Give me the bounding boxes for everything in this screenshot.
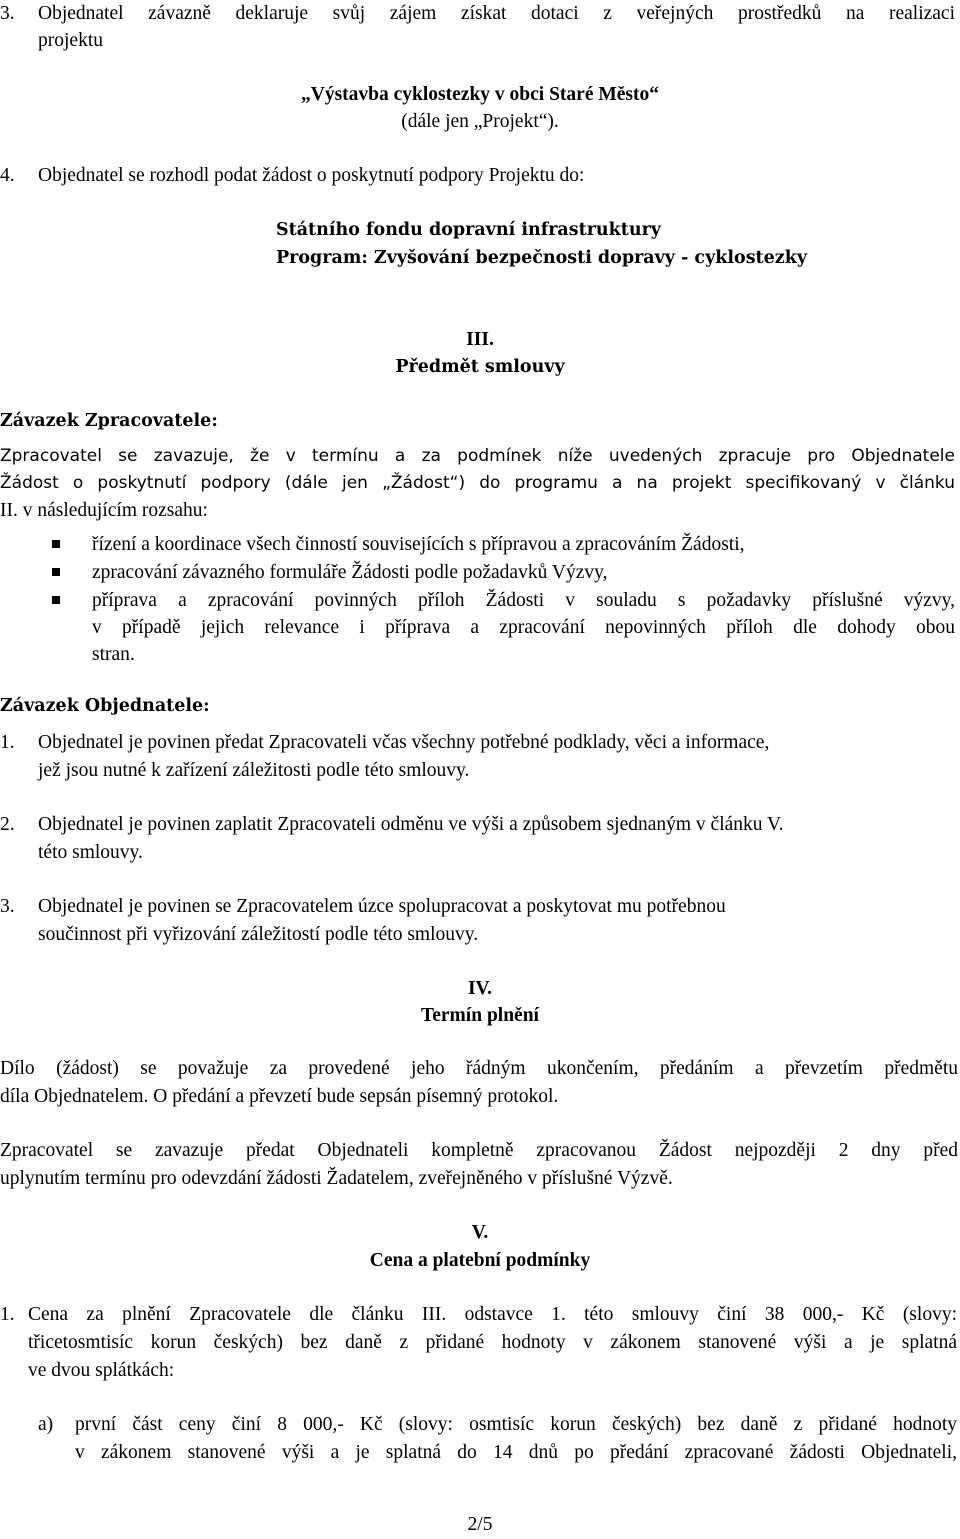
- article-title: Předmět smlouvy: [395, 357, 565, 377]
- paragraph-line: Zpracovatel se zavazuje předat Objednateli kompletně zpracovanou Žádost nejpozději 2 dny před: [0, 1140, 958, 1161]
- program-name: Program: Zvyšování bezpečnosti dopravy - cyklostezky: [276, 248, 807, 268]
- item-number: 2.: [0, 814, 15, 835]
- item-text-line: v zákonem stanovené výši a je splatná do 14 dnů po předání zpracované žádosti Objednateli,: [75, 1442, 957, 1463]
- item-text-line: Cena za plnění Zpracovatele dle článku III. odstavce 1. této smlouvy činí 38 000,- Kč (slovy:: [28, 1304, 957, 1325]
- item-text-line: první část ceny činí 8 000,- Kč (slovy: osmtisíc korun českých) bez daně z přidané hodnoty: [75, 1414, 957, 1435]
- article-number: III.: [466, 329, 494, 350]
- clause-text-line: projektu: [38, 30, 103, 51]
- article-title: Termín plnění: [421, 1005, 539, 1026]
- paragraph-line: díla Objednatelem. O předání a převzetí bude sepsán písemný protokol.: [0, 1086, 559, 1107]
- item-text-line: jež jsou nutné k zařízení záležitosti podle této smlouvy.: [38, 760, 470, 781]
- item-number: 1.: [0, 732, 15, 753]
- item-number: 1.: [0, 1304, 15, 1325]
- article-number: V.: [471, 1222, 489, 1243]
- item-text-line: součinnost při vyřizování záležitostí podle této smlouvy.: [38, 924, 479, 945]
- paragraph-line: Zpracovatel se zavazuje, že v termínu a za podmínek níže uvedených zpracuje pro Objednatele: [0, 446, 955, 466]
- article-title: Cena a platební podmínky: [369, 1250, 591, 1271]
- clause-number: 3.: [0, 3, 15, 24]
- article-number: IV.: [467, 978, 493, 999]
- project-alias: (dále jen „Projekt“).: [401, 111, 559, 132]
- bullet-icon: [52, 540, 60, 548]
- paragraph-line: II. v následujícím rozsahu:: [0, 500, 208, 521]
- paragraph-line: Dílo (žádost) se považuje za provedené jeho řádným ukončením, předáním a převzetím předmětu: [0, 1058, 958, 1079]
- list-item: příprava a zpracování povinných příloh Žádosti v souladu s požadavky příslušné výzvy,: [92, 590, 955, 611]
- item-text-line: Objednatel je povinen předat Zpracovateli včas všechny potřebné podklady, věci a informace,: [38, 732, 770, 753]
- item-text-line: Objednatel je povinen se Zpracovatelem úzce spolupracovat a poskytovat mu potřebnou: [38, 896, 726, 917]
- bullet-icon: [52, 568, 60, 576]
- section-heading: Závazek Zpracovatele:: [0, 411, 218, 431]
- section-heading: Závazek Objednatele:: [0, 696, 210, 716]
- bullet-icon: [52, 596, 60, 604]
- page-number: 2/5: [467, 1514, 493, 1535]
- item-text-line: Objednatel je povinen zaplatit Zpracovateli odměnu ve výši a způsobem sjednaným v článku V.: [38, 814, 784, 835]
- list-item: zpracování závazného formuláře Žádosti podle požadavků Výzvy,: [92, 562, 608, 583]
- clause-number: 4.: [0, 165, 15, 186]
- item-number: 3.: [0, 896, 15, 917]
- clause-text-line: Objednatel závazně deklaruje svůj zájem získat dotaci z veřejných prostředků na realizaci: [38, 3, 955, 24]
- project-title: „Výstavba cyklostezky v obci Staré Město“: [301, 84, 659, 105]
- clause-text-line: Objednatel se rozhodl podat žádost o poskytnutí podpory Projektu do:: [38, 165, 585, 186]
- item-text-line: třicetosmtisíc korun českých) bez daně z přidané hodnoty v zákonem stanovené výši a je splatná: [28, 1332, 957, 1353]
- paragraph-line: uplynutím termínu pro odevzdání žádosti Žadatelem, zveřejněného v příslušné Výzvě.: [0, 1168, 673, 1189]
- item-text-line: ve dvou splátkách:: [28, 1360, 175, 1381]
- list-item-continuation: stran.: [92, 644, 135, 665]
- item-text-line: této smlouvy.: [38, 842, 143, 863]
- list-item: řízení a koordinace všech činností souvisejících s přípravou a zpracováním Žádosti,: [92, 534, 745, 555]
- fund-name: Státního fondu dopravní infrastruktury: [276, 220, 661, 240]
- paragraph-line: Žádost o poskytnutí podpory (dále jen „Žádost“) do programu a na projekt specifikovaný v článku: [0, 473, 955, 493]
- item-letter: a): [38, 1414, 54, 1435]
- list-item-continuation: v případě jejich relevance i příprava a zpracování nepovinných příloh dle dohody obou: [92, 617, 955, 638]
